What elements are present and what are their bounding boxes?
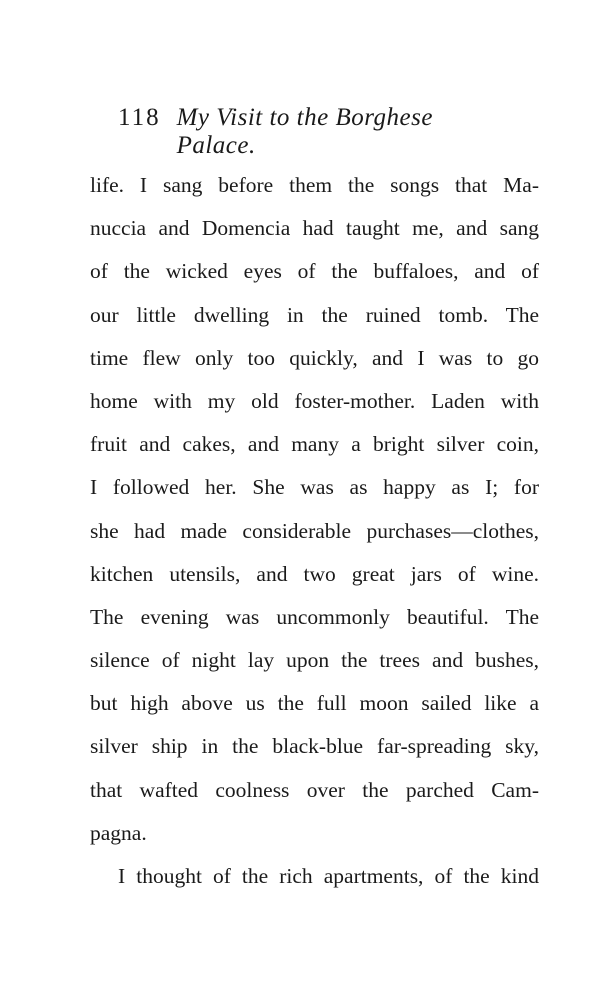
text-line: fruit and cakes, and many a bright silver coin, [90,432,539,457]
text-line: I followed her. She was as happy as I; for [90,475,539,500]
text-line: life. I sang before them the songs that Ma- [90,173,539,197]
text-line: she had made considerable purchases—clothes, [90,518,539,543]
running-head [118,104,500,159]
paragraph-start-line: I thought of the rich apartments, of the kind [118,864,539,888]
text-line: silver ship in the black-blue far-spreading sky, [90,734,539,759]
text-line: but high above us the full moon sailed like a [90,691,539,716]
text-line: that wafted coolness over the parched Cam- [90,777,539,802]
page-number: 118 [118,104,161,131]
running-title: My Visit to the Borghese Palace. [176,104,433,159]
text-line: silence of night lay upon the trees and bushes, [90,648,539,673]
text-line: our little dwelling in the ruined tomb. The [90,302,539,327]
paragraph-end-line: pagna. [90,820,147,845]
text-line: The evening was uncommonly beautiful. The [90,604,539,629]
text-line: time flew only too quickly, and I was to go [90,345,539,370]
text-line: nuccia and Domencia had taught me, and sang [90,216,539,241]
text-line: of the wicked eyes of the buffaloes, and of [90,259,539,284]
text-line: kitchen utensils, and two great jars of wine. [90,561,539,586]
body-text [90,164,539,898]
text-line: home with my old foster-mother. Laden with [90,388,539,413]
